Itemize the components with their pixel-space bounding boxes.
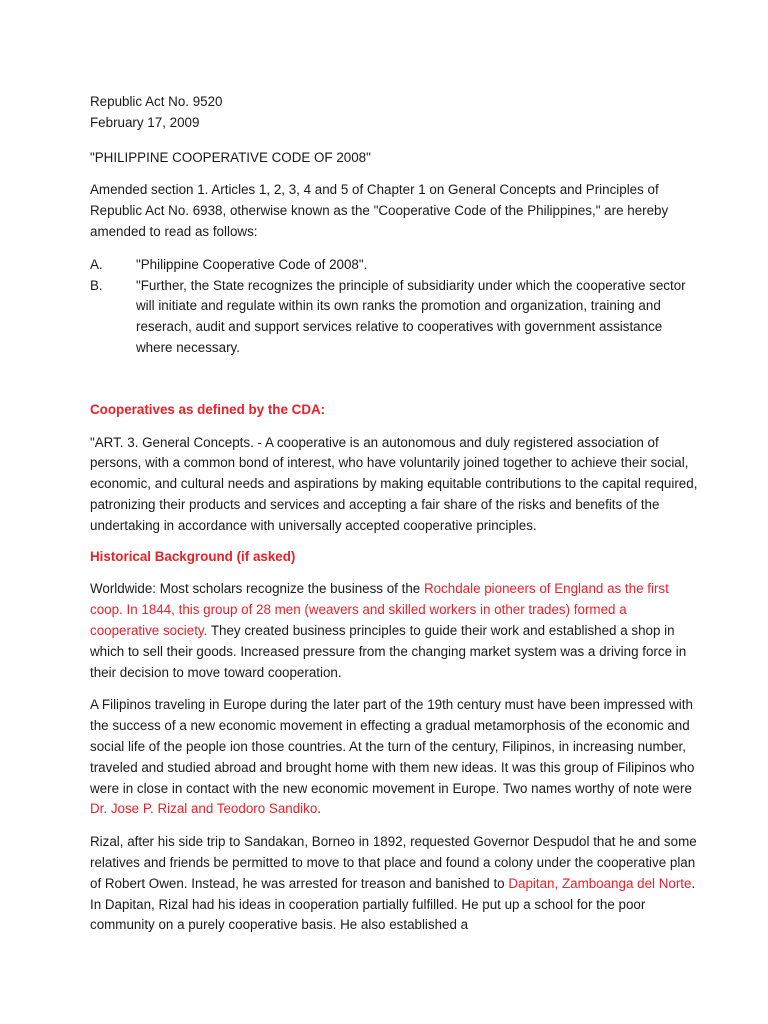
historical-heading: Historical Background (if asked) [90,548,296,564]
amended-intro: Amended section 1. Articles 1, 2, 3, 4 and 5 of Chapter 1 on General Concepts and Principles of Republic Act No. 6938, otherwise known as the "Cooperative Code of the Philippines," are hereby amended to read as follows: [90,182,669,239]
worldwide-paragraph [90,579,698,683]
worldwide-lead: Worldwide: Most scholars recognize the business of the [90,581,424,597]
art3-paragraph: "ART. 3. General Concepts. - A cooperative is an autonomous and duly registered association of persons, with a common bond of interest, who have voluntarily joined together to achieve their social, economic, and cultural needs and aspirations by making equitable contributions to the capital required, patronizing their products and services and accepting a fair share of the risks and benefits of the undertaking in accordance with universally accepted cooperative principles. [90,434,698,533]
filipinos-rest: . [317,801,322,817]
amendment-text: "Further, the State recognizes the principle of subsidiarity under which the cooperative sector will initiate and regulate within its own ranks the promotion and organization, training and reserach, audit and support services relative to cooperatives with government assistance where necessary. [136,277,686,355]
filipinos-paragraph [90,695,698,820]
cooperatives-heading: Cooperatives as defined by the CDA: [90,401,326,417]
amendment-text: "Philippine Cooperative Code of 2008". [136,256,368,272]
amendment-item [90,255,698,276]
amendment-marker: A. [90,256,103,272]
amendment-item [90,276,698,359]
worldwide-rest: They created business principles to guide their work and established a shop in which to sell their goods. Increased pressure from the changing market system was a driving force in their decision to move toward cooperation. [90,622,687,680]
worldwide-highlight: Rochdale pioneers of England as the first coop. In 1844, this group of 28 men (weavers and skilled workers in other trades) formed a cooperative society. [90,581,669,638]
rizal-highlight: Dapitan, Zamboanga del Norte [508,875,692,891]
act-date: February 17, 2009 [90,114,200,130]
document-header [90,92,698,134]
code-title: "PHILIPPINE COOPERATIVE CODE OF 2008" [90,149,371,165]
amendments-list [90,255,698,359]
rizal-rest: . In Dapitan, Rizal had his ideas in cooperation partially fulfilled. He put up a school for the poor community on a purely cooperative basis. He also established a [90,875,696,933]
filipinos-lead: A Filipinos traveling in Europe during the later part of the 19th century must have been impressed with the success of a new economic movement in effecting a gradual metamorphosis of the economic and social life of the people ion those countries. At the turn of the century, Filipinos, in increasing number, traveled and studied abroad and brought home with them new ideas. It was this group of Filipinos who were in close in contact with the new economic movement in Europe. Two names worthy of note were [90,697,695,796]
amendment-marker: B. [90,277,103,293]
act-number: Republic Act No. 9520 [90,94,223,109]
rizal-lead: Rizal, after his side trip to Sandakan, Borneo in 1892, requested Governor Despudol that he and some relatives and friends be permitted to move to that place and found a colony under the cooperative plan of Robert Owen. Instead, he was arrested for treason and banished to [90,834,697,891]
filipinos-highlight: Dr. Jose P. Rizal and Teodoro Sandiko [90,801,318,817]
rizal-paragraph [90,832,698,936]
